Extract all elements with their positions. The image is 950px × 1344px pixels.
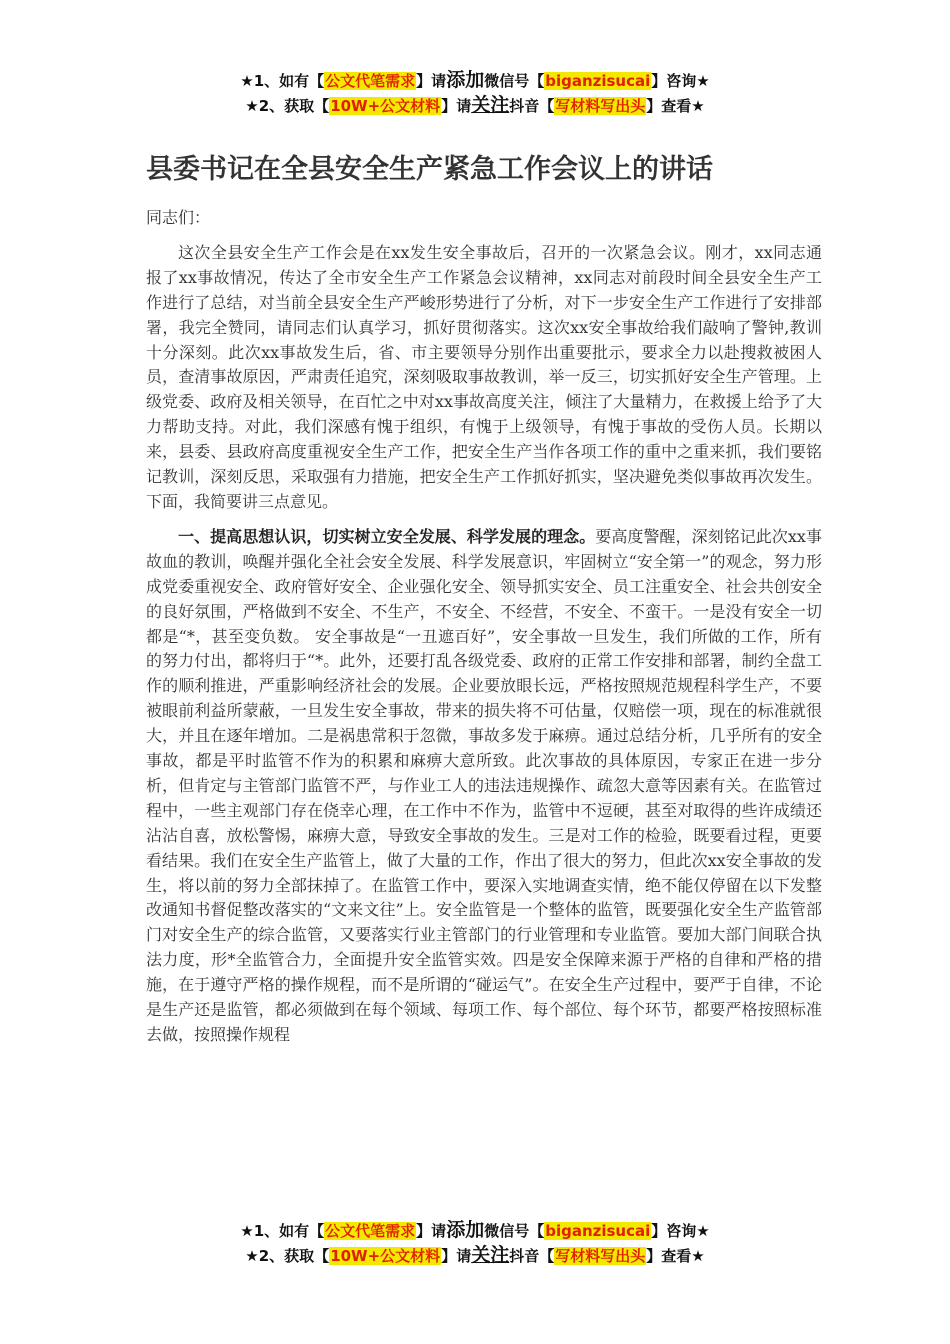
promo-highlight: 公文代笔需求 xyxy=(325,1222,416,1240)
promo-text: 】查看★ xyxy=(646,1247,705,1265)
promo-highlight: biganzisucai xyxy=(545,72,651,90)
promo-text: 】咨询★ xyxy=(651,72,710,90)
promo-emphasis: 关注 xyxy=(471,1244,510,1266)
promo-emphasis: 关注 xyxy=(471,94,510,116)
promo-highlight: 公文代笔需求 xyxy=(325,72,416,90)
promo-text: 】请 xyxy=(416,72,447,90)
promo-text: 】请 xyxy=(416,1222,447,1240)
promo-text: 微信号【 xyxy=(484,1222,545,1240)
promo-text: ★2、获取【 xyxy=(245,1247,330,1265)
promo-banner-top xyxy=(0,68,950,118)
paragraph-intro: 这次全县安全生产工作会是在xx发生安全事故后，召开的一次紧急会议。刚才，xx同志通报了xx事故情况，传达了全市安全生产工作紧急会议精神，xx同志对前段时间全县安全生产工作进行了总结，对当前全县安全生产严峻形势进行了分析，对下一步安全生产工作进行了安排部署，我完全赞同，请同志们认真学习，抓好贯彻落实。这次xx安全事故给我们敲响了警钟,教训十分深刻。此次xx事故发生后，省、市主要领导分别作出重要批示，要求全力以赴搜救被困人员，查清事故原因，严肃责任追究，深刻吸取事故教训，举一反三，切实抓好安全生产管理。上级党委、政府及相关领导，在百忙之中对xx事故高度关注，倾注了大量精力，在救援上给予了大力帮助支持。对此，我们深感有愧于组织，有愧于上级领导，有愧于事故的受伤人员。长期以来，县委、县政府高度重视安全生产工作，把安全生产当作各项工作的重中之重来抓，我们要铭记教训，深刻反思，采取强有力措施，把安全生产工作抓好抓实，坚决避免类似事故再次发生。下面，我简要讲三点意见。 xyxy=(146,242,822,511)
promo-banner-bottom xyxy=(0,1218,950,1268)
promo-highlight: 10W+公文材料 xyxy=(330,1247,441,1265)
promo-text: ★1、如有【 xyxy=(240,1222,325,1240)
promo-highlight: biganzisucai xyxy=(545,1222,651,1240)
promo-highlight: 写材料写出头 xyxy=(555,97,646,115)
section-heading: 一、提高思想认识，切实树立安全发展、科学发展的理念。 xyxy=(178,526,596,546)
document-title: 县委书记在全县安全生产紧急工作会议上的讲话 xyxy=(146,154,713,185)
promo-text: 微信号【 xyxy=(484,72,545,90)
promo-text: ★2、获取【 xyxy=(245,97,330,115)
promo-line-1 xyxy=(0,68,950,93)
promo-line-2 xyxy=(0,1243,950,1268)
promo-text: 抖音【 xyxy=(509,97,555,115)
promo-emphasis: 添加 xyxy=(446,1219,485,1241)
greeting: 同志们： xyxy=(146,208,211,227)
promo-line-2 xyxy=(0,93,950,118)
promo-text: 】请 xyxy=(441,1247,472,1265)
promo-text: 抖音【 xyxy=(509,1247,555,1265)
paragraph-section-1 xyxy=(146,525,822,1048)
promo-emphasis: 添加 xyxy=(446,69,485,91)
document-body xyxy=(146,206,822,1058)
promo-text: ★1、如有【 xyxy=(240,72,325,90)
promo-text: 】咨询★ xyxy=(651,1222,710,1240)
promo-highlight: 10W+公文材料 xyxy=(330,97,441,115)
section-body: 要高度警醒，深刻铭记此次xx事故血的教训，唤醒并强化全社会安全发展、科学发展意识，牢固树立“安全第一”的观念，努力形成党委重视安全、政府管好安全、企业强化安全、领导抓实安全、员工注重安全、社会共创安全的良好氛围，严格做到不安全、不生产，不安全、不经营，不安全、不蛮干。一是没有安全一切都是“*，甚至变负数。 安全事故是“一丑遮百好”，安全事故一旦发生，我们所做的工作，所有的努力付出，都将归于“*。此外，还要打乱各级党委、政府的正常工作安排和部署，制约全盘工作的顺利推进，严重影响经济社会的发展。企业要放眼长远，严格按照规范规程科学生产，不要被眼前利益所蒙蔽，一旦发生安全事故，带来的损失将不可估量，仅赔偿一项，现在的标准就很大，并且在逐年增加。二是祸患常积于忽微，事故多发于麻痹。通过总结分析，几乎所有的安全事故，都是平时监管不作为的积累和麻痹大意所致。此次事故的具体原因，专家正在进一步分析，但肯定与主管部门监管不严，与作业工人的违法违规操作、疏忽大意等因素有关。在监管过程中，一些主观部门存在侥幸心理，在工作中不作为，监管中不逗硬，甚至对取得的些许成绩还沾沾自喜，放松警惕，麻痹大意，导致安全事故的发生。三是对工作的检验，既要看过程，更要看结果。我们在安全生产监管上，做了大量的工作，作出了很大的努力，但此次xx安全事故的发生，将以前的努力全部抹掉了。在监管工作中，要深入实地调查实情，绝不能仅停留在以下发整改通知书督促整改落实的“文来文往”上。安全监管是一个整体的监管，既要强化安全生产监管部门对安全生产的综合监管，又要落实行业主管部门的行业管理和专业监管。要加大部门间联合执法力度，形*全监管合力，全面提升安全监管实效。四是安全保障来源于严格的自律和严格的措施，在于遵守严格的操作规程，而不是所谓的“碰运气”。在安全生产过程中，要严于自律，不论是生产还是监管，都必须做到在每个领域、每项工作、每个部位、每个环节，都要严格按照标准去做，按照操作规程 xyxy=(146,526,822,1044)
promo-highlight: 写材料写出头 xyxy=(555,1247,646,1265)
promo-text: 】请 xyxy=(441,97,472,115)
promo-text: 】查看★ xyxy=(646,97,705,115)
promo-line-1 xyxy=(0,1218,950,1243)
